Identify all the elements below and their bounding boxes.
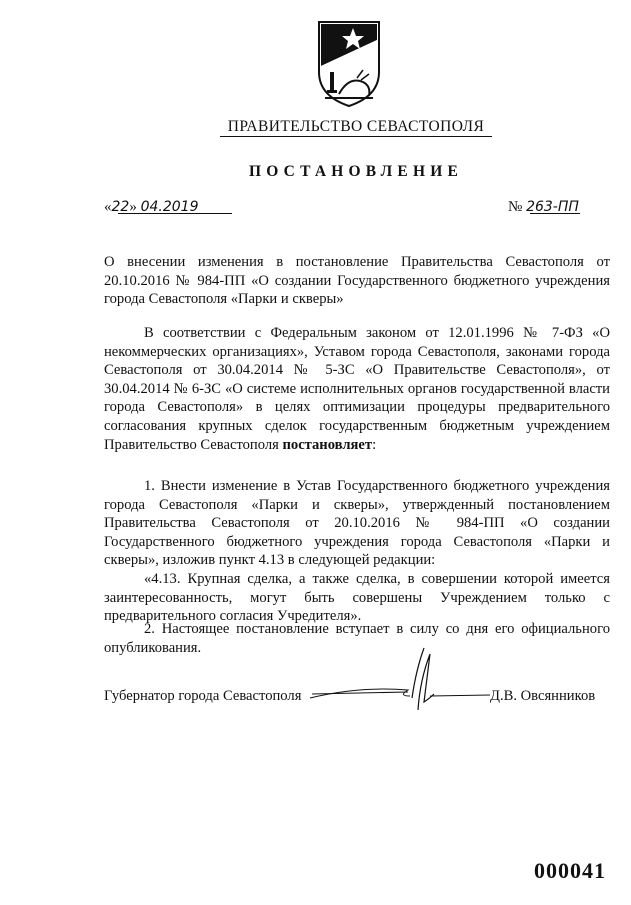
date-close-quote: » [129,199,137,215]
number-underline [530,213,580,214]
document-date [104,199,232,219]
document-type: ПОСТАНОВЛЕНИЕ [248,163,464,180]
header-divider [220,136,492,137]
handwritten-signature [300,640,500,725]
government-name: ПРАВИТЕЛЬСТВО СЕВАСТОПОЛЯ [227,118,485,135]
quoted-clause-paragraph: «4.13. Крупная сделка, а также сделка, в совершении которой имеется заинтересованность, могут быть совершены Учреждением только с предварительного согласия Учредителя». [104,571,610,625]
date-day: 22 [111,199,130,215]
sevastopol-coat-of-arms-icon [313,20,385,108]
document-number [508,199,588,219]
item-2-paragraph: 2. Настоящее постановление вступает в силу со дня его официального опубликования. [104,621,610,656]
signatory-name: Д.В. Овсянников [490,688,596,704]
number-value: 263-ПП [526,199,579,215]
preamble-verb: постановляет [282,436,373,453]
signatory-position: Губернатор города Севастополя [104,688,302,704]
document-title: О внесении изменения в постановление Правительства Севастополя от 20.10.2016 № 984-ПП «О создании Государственного бюджетного учреждения города Севастополя «Парки и скверы» [104,254,610,308]
number-prefix: № [508,199,523,215]
preamble-text: В соответствии с Федеральным законом от 12.01.1996 № 7-ФЗ «О некоммерческих организациях», Уставом города Севастополя, законами города Севастополя от 30.04.2014 № 5-ЗС «О Правительстве Севастополя», от 30.04.2014 № 6-ЗС «О системе исполнительных органов государственной власти города Севастополя» в целях оптимизации процедуры предварительного согласования крупных сделок государственным бюджетным учреждением Правительство Севастополя [104,325,610,453]
serial-number: 000041 [534,858,606,883]
date-month-year: 04.2019 [140,199,199,215]
item-1-paragraph: 1. Внести изменение в Устав Государственного бюджетного учреждения города Севастополя «Парки и скверы», утвержденный постановлением Правительства Севастополя от 20.10.2016 № 984-ПП «О создании Государственного бюджетного учреждения города Севастополя «Парки и скверы», изложив пункт 4.13 в следующей редакции: [104,478,610,569]
preamble-paragraph [104,324,610,454]
date-underline [118,213,232,214]
date-open-quote: « [104,199,112,215]
preamble-colon: : [372,436,377,453]
